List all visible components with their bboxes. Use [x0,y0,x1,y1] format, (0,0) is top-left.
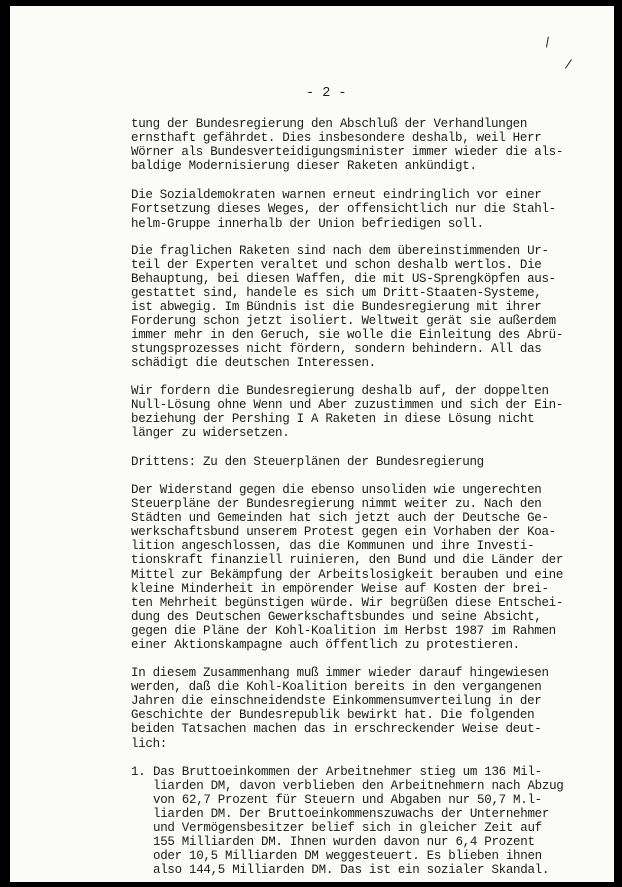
text-line: ten Mehrheit begünstigen würde. Wir begrüßen diese Entschei- [131,595,564,610]
text-line: Wir fordern die Bundesregierung deshalb auf, der doppelten [131,383,549,398]
text-line: Fortsetzung dieses Weges, der offensichtlich nur die Stahl- [131,202,556,217]
text-line: tung der Bundesregierung den Abschluß der Verhandlungen [131,117,528,131]
text-line: werden, daß die Kohl-Koalition bereits in den vergangenen [131,680,542,695]
text-line: Geschichte der Bundesrepublik bewirkt hat. Die folgenden [131,708,535,723]
text-line: beziehung der Pershing I A Raketen in diese Lösung nicht [131,411,535,426]
list-marker: 1. [131,764,146,779]
text-line: lition angeschlossen, das die Kommunen und ihre Investi- [131,539,535,554]
text-line: In diesem Zusammenhang muß immer wieder darauf hingewiesen [131,666,549,681]
paragraph [131,383,564,440]
margin-mark: \ [560,57,577,71]
text-line: liarden DM. Der Bruttoeinkommenszuwachs der Unternehmer [153,806,550,821]
paragraph [131,117,564,174]
paragraph [131,243,564,371]
text-line: 155 Milliarden DM. Ihnen wurden davon nur 6,4 Prozent [153,835,535,850]
paragraph [131,455,556,469]
text-line: teil der Experten veraltet und schon deshalb wertlos. Die [131,257,542,272]
text-line: liarden DM, davon verblieben den Arbeitnehmern nach Abzug [153,778,564,793]
text-line: stungsprozesses nicht fördern, sondern behindern. All das [131,342,542,357]
text-line: tionskraft finanziell ruinieren, den Bund und die Länder der [131,553,564,568]
text-line: kleine Minderheit in empörender Weise auf Kosten der brei- [131,581,549,596]
text-line: immer mehr in den Geruch, sie wolle die Einleitung des Abrü- [131,328,564,343]
text-line: Städten und Gemeinden hat sich jetzt auch der Deutsche Ge- [131,511,549,526]
text-line: einer Aktionskampagne auch öffentlich zu protestieren. [131,638,520,652]
document-body [131,104,564,878]
text-line: Steuerpläne der Bundesregierung nimmt weiter zu. Nach den [131,497,542,512]
text-line: also 144,5 Milliarden DM. Das ist ein sozialer Skandal. [153,863,550,878]
text-line: Wörner als Bundesverteidigungsminister immer wieder die als- [131,145,564,160]
text-line: helm-Gruppe innerhalb der Union befriedigen soll. [131,216,484,231]
text-line: Die Sozialdemokraten warnen erneut eindringlich vor einer [131,188,542,203]
text-line: dung des Deutschen Gewerkschaftsbundes und seine Absicht, [131,609,542,624]
text-line: Das Bruttoeinkommen der Arbeitnehmer stieg um 136 Mil- [153,764,542,779]
paragraph [131,188,556,230]
paragraph [131,666,556,751]
text-line: gestattet sind, handele es sich um Dritt-Staaten-Systeme, [131,285,542,300]
text-line: Mittel zur Bekämpfung der Arbeitslosigkeit berauben und eine [131,567,564,582]
text-line: gegen die Pläne der Kohl-Koalition im Herbst 1987 im Rahmen [131,623,556,638]
text-line: Jahren die einschneidendste Einkommensumverteilung in der [131,694,542,709]
text-line: oder 10,5 Milliarden DM weggesteuert. Es blieben ihnen [153,849,542,864]
text-line: ernsthaft gefährdet. Dies insbesondere deshalb, weil Herr [131,131,542,146]
text-line: Die fraglichen Raketen sind nach dem übereinstimmenden Ur- [131,243,549,258]
text-line: Behauptung, bei diesen Waffen, die mit US-Sprengköpfen aus- [131,271,556,286]
text-line: Null-Lösung ohne Wenn und Aber zuzustimmen und sich der Ein- [131,397,564,412]
numbered-list [131,764,564,878]
list-item-body [153,765,563,878]
text-line: ist abwegig. Im Bündnis ist die Bundesregierung mit ihrer [131,300,542,315]
text-line: werkschaftsbund unserem Protest gegen ein Vorhaben der Koa- [131,525,556,540]
paragraph-list [131,117,564,751]
text-line: beiden Tatsachen machen das in erschreckender Weise deut- [131,722,542,737]
text-line: lich: [131,736,168,751]
text-line: Forderung schon jetzt isoliert. Weltweit gerät sie außerdem [131,314,556,329]
text-line: und Vermögensbesitzer belief sich in gleicher Zeit auf [153,821,542,836]
text-line: von 62,7 Prozent für Steuern und Abgaben nur 50,7 M.l- [153,792,542,807]
text-line: länger zu widersetzen. [131,425,290,440]
page-number: - 2 - [306,86,347,101]
text-line: schädigt die deutschen Interessen. [131,356,376,371]
paragraph [131,482,564,652]
list-item [131,764,564,878]
text-line: baldige Modernisierung dieser Raketen ankündigt. [131,159,477,174]
margin-mark: \ [540,34,555,50]
text-line: Der Widerstand gegen die ebenso unsoliden wie ungerechten [131,482,542,497]
text-line: Drittens: Zu den Steuerplänen der Bundesregierung [131,454,484,469]
document-page [10,6,614,882]
